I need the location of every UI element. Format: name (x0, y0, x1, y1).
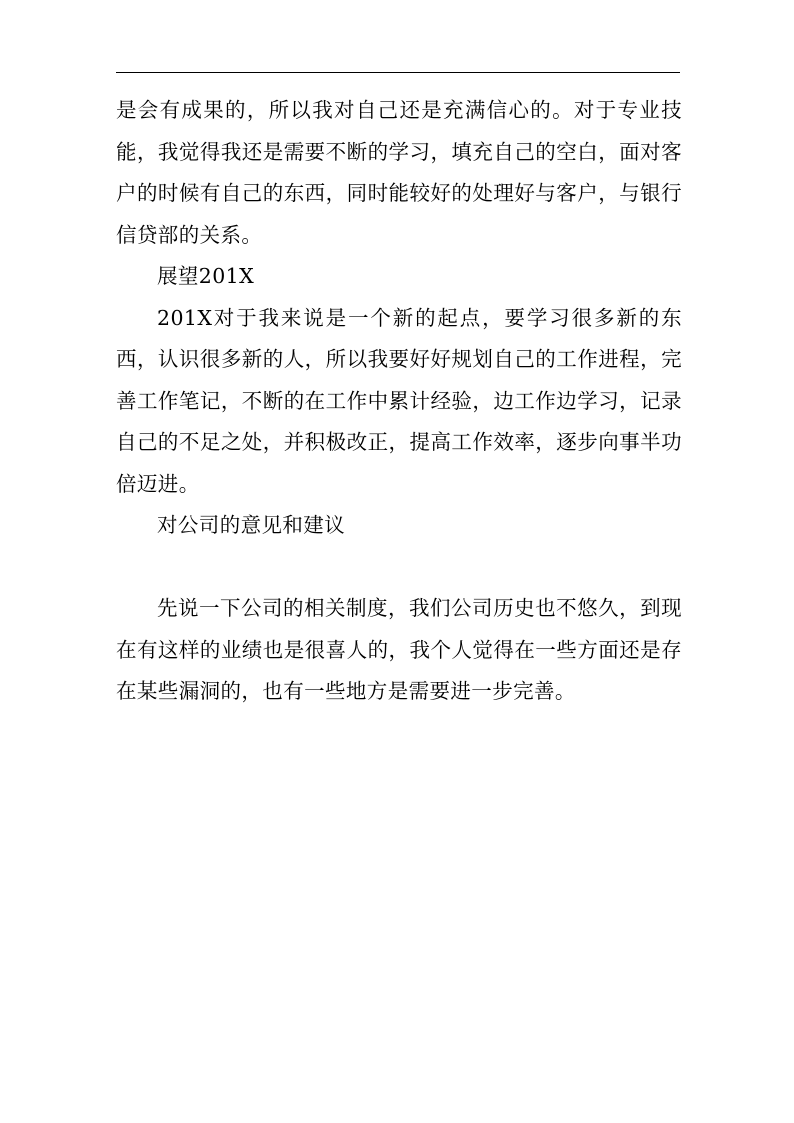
header-rule (116, 72, 680, 73)
document-body (116, 90, 682, 713)
blank-line (116, 547, 682, 589)
heading-suggestions: 对公司的意见和建议 (157, 513, 346, 537)
heading-outlook: 展望201X (157, 264, 255, 288)
paragraph-suggestions: 先说一下公司的相关制度，我们公司历史也不悠久，到现在有这样的业绩也是很喜人的，我个人觉得在一些方面还是存在某些漏洞的，也有一些地方是需要进一步完善。 (116, 596, 682, 703)
paragraph-outlook: 201X对于我来说是一个新的起点，要学习很多新的东西，认识很多新的人，所以我要好好规划自己的工作进程，完善工作笔记，不断的在工作中累计经验，边工作边学习，记录自己的不足之处，并积极改正，提高工作效率，逐步向事半功倍迈进。 (116, 305, 682, 496)
paragraph-self-confidence: 是会有成果的，所以我对自己还是充满信心的。对于专业技能，我觉得我还是需要不断的学习，填充自己的空白，面对客户的时候有自己的东西，同时能较好的处理好与客户，与银行信贷部的关系。 (116, 98, 682, 247)
